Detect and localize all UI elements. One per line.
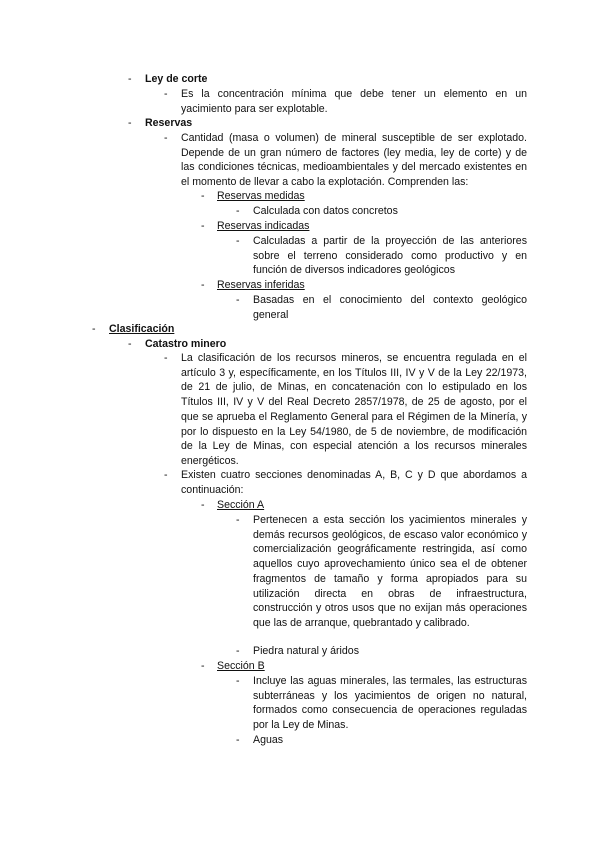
- ley-de-corte-text: Es la concentración mínima que debe tener un elemento en un yacimiento para ser explotable.: [181, 88, 527, 115]
- seccion-b-title: Sección B: [217, 660, 265, 672]
- bullet-dash: -: [92, 323, 96, 335]
- bullet-dash: -: [236, 235, 240, 247]
- seccion-b-text: Incluye las aguas minerales, las termales, las estructuras subterráneas y los yacimientos de origen no natural, formados como consecuencia de operaciones reguladas por la Ley de Minas.: [253, 675, 527, 732]
- ley-de-corte-heading: Ley de corte: [145, 73, 208, 85]
- bullet-dash: -: [201, 499, 205, 511]
- reservas-medidas-title: Reservas medidas: [217, 190, 305, 202]
- bullet-dash: -: [201, 190, 205, 202]
- reservas-indicadas-title: Reservas indicadas: [217, 220, 310, 232]
- reservas-medidas-text: Calculada con datos concretos: [253, 205, 398, 217]
- bullet-dash: -: [128, 338, 132, 350]
- bullet-dash: -: [164, 88, 168, 100]
- seccion-b-example: Aguas: [253, 734, 284, 746]
- bullet-dash: -: [128, 73, 132, 85]
- bullet-dash: -: [236, 675, 240, 687]
- clasificacion-heading: Clasificación: [109, 323, 175, 335]
- bullet-dash: -: [164, 469, 168, 481]
- reservas-indicadas-text: Calculadas a partir de la proyección de las anteriores sobre el terreno considerado como productivo y en función de diversos indicadores geológicos: [253, 235, 527, 277]
- bullet-dash: -: [128, 117, 132, 129]
- seccion-a-title: Sección A: [217, 499, 265, 511]
- seccion-a-example: Piedra natural y áridos: [253, 645, 359, 657]
- reservas-inferidas-title: Reservas inferidas: [217, 279, 305, 291]
- seccion-a-text: Pertenecen a esta sección los yacimientos minerales y demás recursos geológicos, de escaso valor económico y comercialización geográficamente restringida, así como aquellos cuyo aprovechamiento único sea el de obtener fragmentos de tamaño y forma apropiados para su utilización directa en obras de infraestructura, construcción y otros usos que no exijan más operaciones que las de arranque, quebrantado y calibrado.: [253, 514, 527, 629]
- bullet-dash: -: [236, 294, 240, 306]
- bullet-dash: -: [201, 220, 205, 232]
- bullet-dash: -: [201, 279, 205, 291]
- bullet-dash: -: [236, 514, 240, 526]
- catastro-text-2: Existen cuatro secciones denominadas A, B, C y D que abordamos a continuación:: [181, 469, 527, 496]
- bullet-dash: -: [236, 734, 240, 746]
- bullet-dash: -: [236, 205, 240, 217]
- reservas-heading: Reservas: [145, 117, 193, 129]
- bullet-dash: -: [164, 352, 168, 364]
- bullet-dash: -: [236, 645, 240, 657]
- reservas-text: Cantidad (masa o volumen) de mineral susceptible de ser explotado. Depende de un gran número de factores (ley media, ley de corte) y de las condiciones técnicas, medioambientales y del mercado existentes en el momento de llevar a cabo la explotación. Comprenden las:: [181, 132, 527, 189]
- catastro-text-1: La clasificación de los recursos mineros, se encuentra regulada en el artículo 3 y, específicamente, en los Títulos III, IV y V de la Ley 22/1973, de 21 de julio, de Minas, en concatenación con lo estipulado en los Títulos III, IV y V del Real Decreto 2857/1978, de 25 de agosto, por el que se aprueba el Reglamento General para el Régimen de la Minería, y por lo dispuesto en la Ley 54/1980, de 5 de noviembre, de modificación de la Ley de Minas, con especial atención a los recursos minerales energéticos.: [181, 352, 527, 467]
- catastro-minero-heading: Catastro minero: [145, 338, 227, 350]
- bullet-dash: -: [164, 132, 168, 144]
- bullet-dash: -: [201, 660, 205, 672]
- reservas-inferidas-text: Basadas en el conocimiento del contexto geológico general: [253, 294, 527, 321]
